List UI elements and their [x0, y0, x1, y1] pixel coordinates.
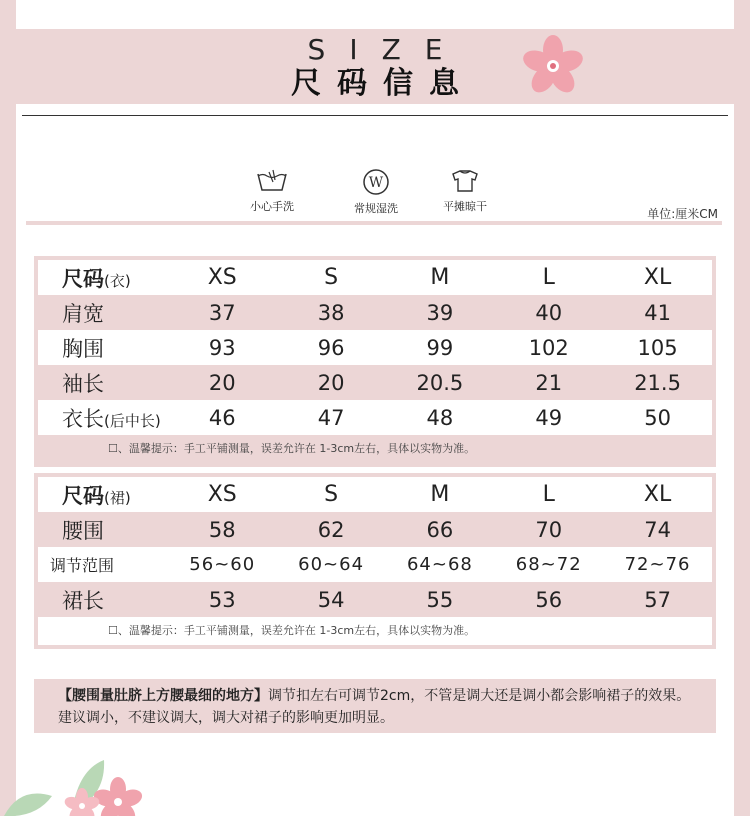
value-cell: 105 — [637, 335, 678, 360]
value-cell: 37 — [208, 300, 236, 325]
size-cell: S — [324, 482, 339, 507]
size-heading: SIZE — [307, 33, 467, 66]
svg-text:W: W — [368, 175, 384, 191]
value-cell: 64~68 — [406, 554, 473, 575]
care-label-wet-clean: 常规湿洗 — [354, 202, 398, 215]
value-cell: 93 — [208, 335, 236, 360]
value-cell: 72~76 — [624, 554, 691, 575]
table-row — [38, 547, 712, 582]
value-cell: 46 — [208, 405, 236, 430]
top-white-strip — [16, 0, 734, 29]
value-cell: 57 — [644, 587, 671, 612]
size-header-label: 尺码(裙) — [62, 483, 131, 508]
row-label: 调节范围 — [50, 556, 115, 575]
care-label-dry-flat: 平摊晾干 — [443, 200, 487, 213]
row-label: 胸围 — [62, 336, 104, 361]
value-cell: 102 — [528, 335, 569, 360]
table-header-row — [38, 260, 712, 295]
size-cell: XS — [207, 265, 237, 290]
care-item-hand-wash — [232, 168, 312, 214]
value-cell: 62 — [317, 517, 345, 542]
care-item-wet-clean — [336, 168, 416, 216]
value-cell: 21.5 — [634, 370, 681, 395]
care-item-dry-flat — [425, 168, 505, 214]
measurement-tip: ☐、温馨提示：手工平铺测量，误差允许在 1-3cm左右，具体以实物为准。 — [38, 435, 712, 463]
row-label: 裙长 — [62, 588, 104, 613]
row-label: 衣长(后中长) — [62, 406, 161, 431]
value-cell: 41 — [644, 300, 671, 325]
row-label: 袖长 — [62, 371, 104, 396]
table-row — [38, 295, 712, 330]
table-header-row — [38, 477, 712, 512]
value-cell: 53 — [208, 587, 236, 612]
size-heading-cn: 尺码信息 — [291, 66, 475, 101]
care-label-hand-wash: 小心手洗 — [250, 200, 294, 213]
section-bar — [26, 221, 722, 225]
value-cell: 56 — [535, 587, 563, 612]
value-cell: 20.5 — [416, 370, 464, 395]
value-cell: 48 — [426, 405, 454, 430]
waist-note — [34, 679, 716, 733]
table-row — [38, 512, 712, 547]
value-cell: 60~64 — [298, 554, 365, 575]
hand-wash-icon — [255, 168, 289, 194]
value-cell: 70 — [535, 517, 563, 542]
table-row — [38, 582, 712, 617]
value-cell: 99 — [426, 335, 454, 360]
cherry-blossom-icon — [520, 32, 586, 98]
value-cell: 54 — [317, 587, 345, 612]
value-cell: 96 — [317, 335, 345, 360]
dry-flat-icon — [449, 168, 481, 194]
value-cell: 20 — [208, 370, 236, 395]
measurement-tip: ☐、温馨提示：手工平铺测量，误差允许在 1-3cm左右，具体以实物为准。 — [38, 617, 712, 645]
value-cell: 39 — [426, 300, 454, 325]
size-cell: XL — [643, 482, 672, 507]
size-cell: XS — [207, 482, 237, 507]
regular-wet-clean-icon — [361, 168, 391, 196]
value-cell: 20 — [317, 370, 345, 395]
table-row — [38, 365, 712, 400]
row-label: 肩宽 — [62, 301, 104, 326]
size-cell: M — [430, 265, 450, 290]
value-cell: 68~72 — [515, 554, 582, 575]
value-cell: 58 — [208, 517, 236, 542]
value-cell: 40 — [535, 300, 563, 325]
size-cell: M — [430, 482, 450, 507]
size-cell: XL — [643, 265, 672, 290]
value-cell: 21 — [535, 370, 563, 395]
size-cell: L — [542, 482, 555, 507]
value-cell: 38 — [317, 300, 345, 325]
value-cell: 47 — [317, 405, 345, 430]
value-cell: 49 — [535, 405, 563, 430]
table-row — [38, 400, 712, 435]
row-label: 腰围 — [62, 518, 104, 543]
value-cell: 50 — [644, 405, 671, 430]
size-cell: S — [324, 265, 339, 290]
value-cell: 74 — [644, 517, 671, 542]
bottom-size-table — [34, 473, 716, 649]
value-cell: 66 — [426, 517, 454, 542]
header-divider — [22, 115, 728, 116]
cherry-blossom-leaf-icon — [0, 756, 160, 816]
note-bold: 【腰围量肚脐上方腰最细的地方】 — [58, 688, 268, 704]
size-cell: L — [542, 265, 555, 290]
table-row — [38, 330, 712, 365]
unit-label: 单位:厘米CM — [647, 207, 718, 221]
top-size-table — [34, 256, 716, 467]
note-text: 调节扣左右可调节2cm，不管是调大还是调小都会影响裙子的效果。建议调小，不建议调大，调大对裙子的影响更加明显。 — [58, 688, 691, 726]
value-cell: 55 — [426, 587, 454, 612]
size-header-label: 尺码(衣) — [62, 266, 131, 291]
value-cell: 56~60 — [189, 554, 256, 575]
